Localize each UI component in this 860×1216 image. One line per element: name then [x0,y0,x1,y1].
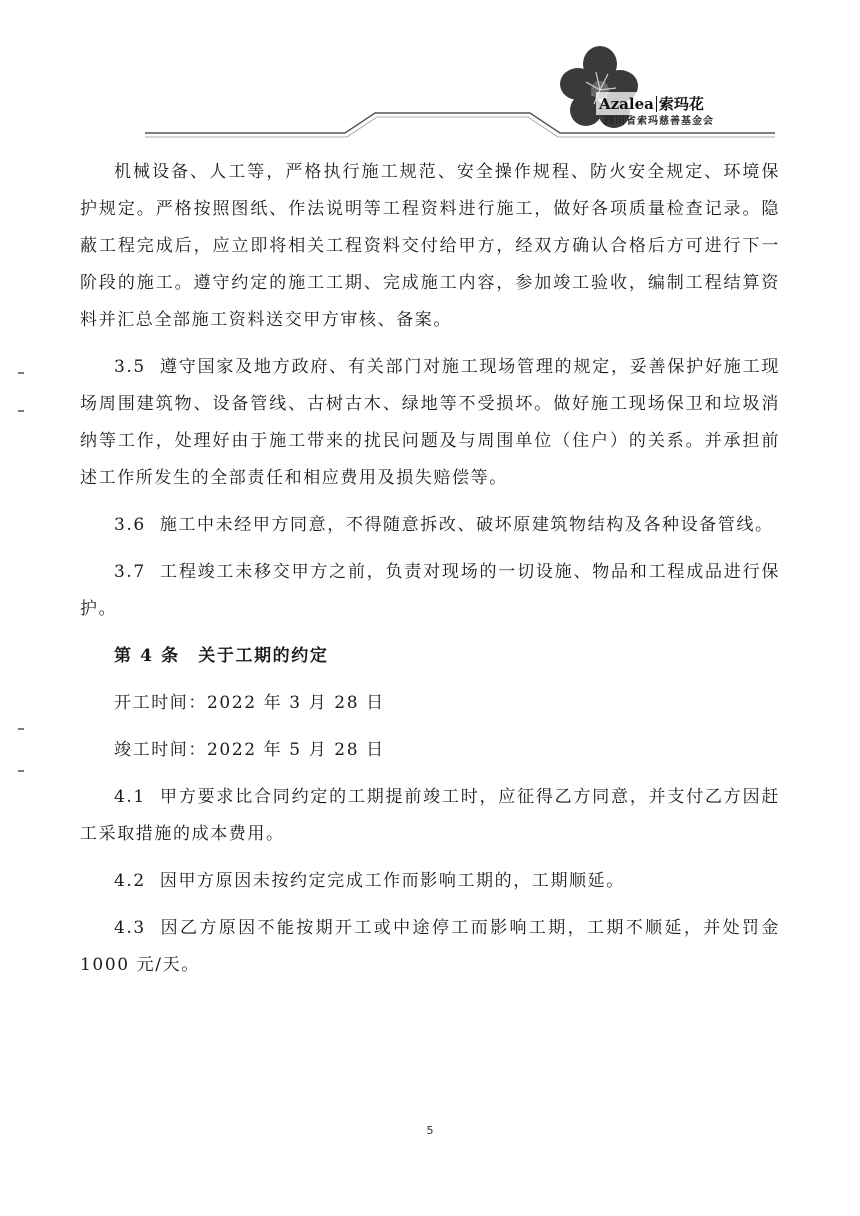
clause-number: 3.5 [114,357,146,377]
start-time: 开工时间：2022 年 3 月 28 日 [114,693,385,713]
margin-mark [18,410,24,412]
logo-text-en: Azalea [599,94,654,113]
logo-text-cn: 索玛花 [658,95,704,113]
logo-subtitle: 四川省索玛慈善基金会 [604,116,714,127]
page-number: 5 [426,1124,434,1137]
clause-4-1 [80,779,780,853]
clause-number: 4.1 [114,787,146,807]
clause-text: 因乙方原因不能按期开工或中途停工而影响工期，工期不顺延，并处罚金 1000 元/天。 [80,918,780,975]
clause-text: 遵守国家及地方政府、有关部门对施工现场管理的规定，妥善保护好施工现场周围建筑物、设备管线、古树古木、绿地等不受损坏。做好施工现场保卫和垃圾消纳等工作，处理好由于施工带来的扰民问题及与周围单位（住户）的关系。并承担前述工作所发生的全部责任和相应费用及损失赔偿等。 [80,357,780,488]
clause-number: 3.6 [114,515,146,535]
clause-text: 因甲方原因未按约定完成工作而影响工期的，工期顺延。 [159,871,625,891]
margin-mark [18,770,24,772]
clause-number: 4.2 [114,871,146,891]
completion-time: 竣工时间：2022 年 5 月 28 日 [114,740,385,760]
foundation-logo [556,42,756,134]
logo-divider [656,96,657,112]
margin-mark [18,372,24,374]
clause-3-5 [80,349,780,497]
clause-4-3 [80,910,780,984]
clause-number: 3.7 [114,562,146,582]
article-4-heading: 第 4 条 关于工期的约定 [114,646,329,666]
clause-text: 工程竣工未移交甲方之前，负责对现场的一切设施、物品和工程成品进行保护。 [80,562,780,619]
clause-3-6 [80,507,780,544]
paragraph-continued: 机械设备、人工等，严格执行施工规范、安全操作规程、防火安全规定、环境保护规定。严格按照图纸、作法说明等工程资料进行施工，做好各项质量检查记录。隐蔽工程完成后，应立即将相关工程资料交付给甲方，经双方确认合格后方可进行下一阶段的施工。遵守约定的施工工期、完成施工内容，参加竣工验收，编制工程结算资料并汇总全部施工资料送交甲方审核、备案。 [80,162,780,330]
document-body [80,154,780,984]
clause-text: 甲方要求比合同约定的工期提前竣工时，应征得乙方同意，并支付乙方因赶工采取措施的成本费用。 [80,787,780,844]
margin-mark [18,728,24,730]
clause-text: 施工中未经甲方同意，不得随意拆改、破坏原建筑物结构及各种设备管线。 [159,515,774,535]
clause-4-2 [80,863,780,900]
clause-number: 4.3 [114,918,146,938]
clause-3-7 [80,554,780,628]
